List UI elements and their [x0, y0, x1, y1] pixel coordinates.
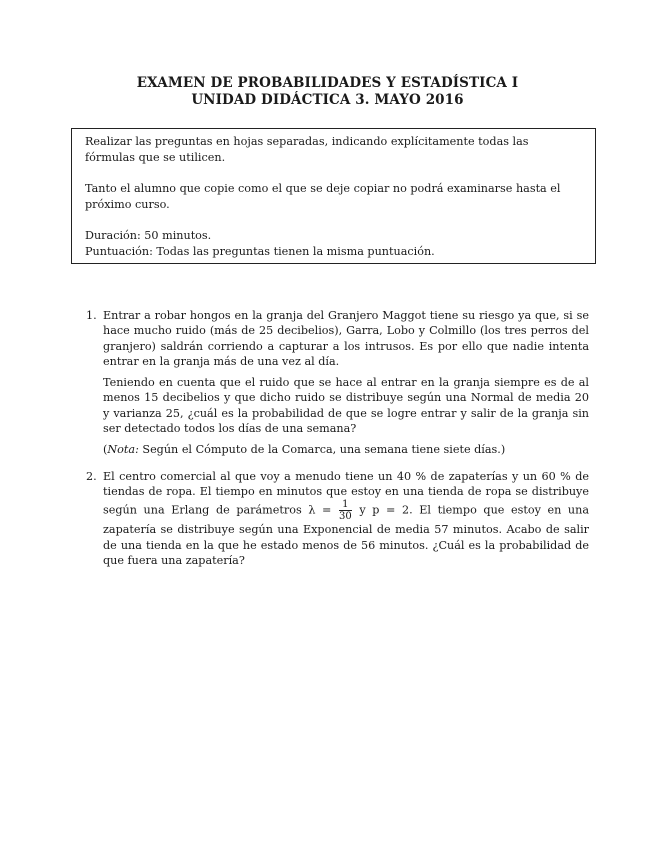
question-list	[86, 308, 589, 579]
fraction-numerator: 1	[339, 499, 352, 511]
fraction-denominator: 30	[339, 511, 352, 523]
instructions-separate-sheets: Realizar las preguntas en hojas separadas, indicando explícitamente todas las fórmulas que se utilicen.	[85, 135, 529, 164]
note-label: Nota:	[107, 443, 139, 457]
question-2	[86, 469, 589, 568]
exam-title-line2: UNIDAD DIDÁCTICA 3. MAYO 2016	[191, 92, 464, 108]
question-2-text-a: El centro comercial al que voy a menudo tiene un 40 % de zapaterías y un 60 % de tiendas de ropa. El tiempo en minutos que estoy en una tienda de ropa se distribuye según una Erlang de parámetros λ =	[103, 469, 589, 517]
note-open-paren: (	[103, 443, 108, 457]
instructions-duration: Duración: 50 minutos.	[85, 229, 212, 242]
instructions-no-copying: Tanto el alumno que copie como el que se deje copiar no podrá examinarse hasta el próximo curso.	[85, 182, 561, 211]
instructions-box	[71, 128, 596, 264]
question-1-paragraph-1: Entrar a robar hongos en la granja del Granjero Maggot tiene su riesgo ya que, si se hace mucho ruido (más de 25 decibelios), Garra, Lobo y Colmillo (los tres perros del granjero) saldrán corriendo a capturar a los intrusos. Es por ello que nadie intenta entrar en la granja más de una vez al día.	[103, 309, 589, 368]
question-2-text-b: y p = 2. El tiempo que estoy en una zapatería se distribuye según una Exponencial de media 57 minutos. Acabo de salir de una tienda en la que he estado menos de 56 minutos. ¿Cuál es la probabilidad de que fuera una zapatería?	[103, 503, 590, 567]
question-1	[86, 308, 589, 458]
question-number: 1.	[86, 309, 97, 322]
instructions-score: Puntuación: Todas las preguntas tienen la misma puntuación.	[85, 244, 435, 258]
question-1-note	[103, 442, 589, 457]
question-1-paragraph-2: Teniendo en cuenta que el ruido que se hace al entrar en la granja siempre es de al menos 15 decibelios y que dicho ruido se distribuye según una Normal de media 20 y varianza 25, ¿cuál es la probabilidad de que se logre entrar y salir de la granja sin ser detectado todos los días de una semana?	[103, 376, 589, 436]
question-number: 2.	[86, 469, 97, 483]
lambda-fraction	[339, 499, 352, 522]
exam-title-line1: EXAMEN DE PROBABILIDADES Y ESTADÍSTICA I	[136, 75, 519, 91]
exam-title	[0, 75, 655, 109]
question-2-paragraph	[103, 469, 589, 568]
note-text: Según el Cómputo de la Comarca, una semana tiene siete días.)	[138, 443, 506, 457]
